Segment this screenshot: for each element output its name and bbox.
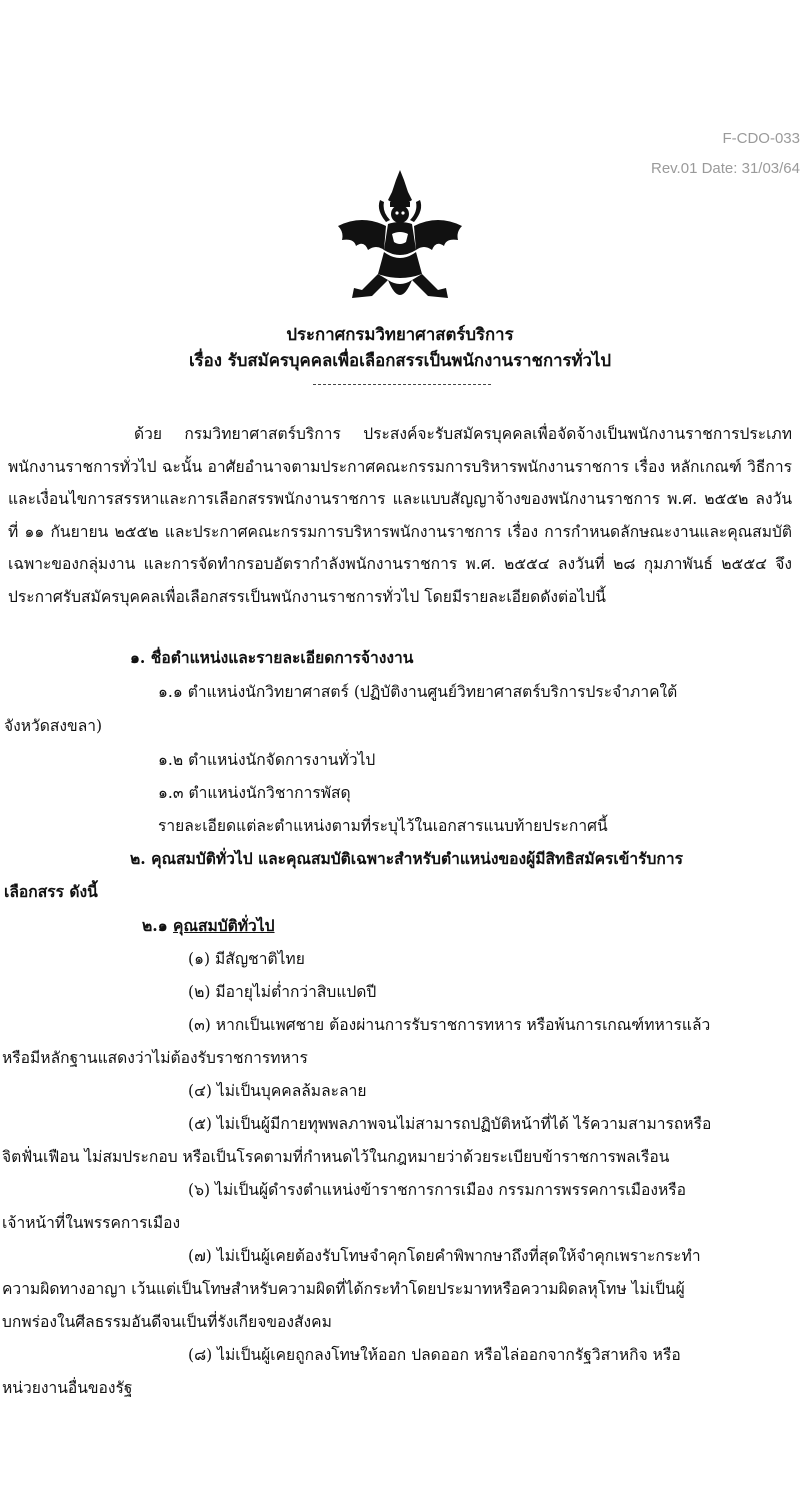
qualification-2: (๒) มีอายุไม่ต่ำกว่าสิบแปดปี	[188, 983, 377, 1001]
subsection-2-1	[142, 916, 275, 936]
document-revision: Rev.01 Date: 31/03/64	[651, 160, 800, 177]
qualification-8-line-1: (๘) ไม่เป็นผู้เคยถูกลงโทษให้ออก ปลดออก หรือไล่ออกจากรัฐวิสาหกิจ หรือ	[188, 1346, 681, 1364]
qualification-6-line-2: เจ้าหน้าที่ในพรรคการเมือง	[2, 1214, 181, 1232]
position-3: ๑.๓ ตำแหน่งนักวิชาการพัสดุ	[158, 784, 351, 802]
intro-paragraph: ด้วย กรมวิทยาศาสตร์บริการ ประสงค์จะรับสมัครบุคคลเพื่อจัดจ้างเป็นพนักงานราชการประเภทพนักงานราชการทั่วไป ฉะนั้น อาศัยอำนาจตามประกาศคณะกรรมการบริหารพนักงานราชการ เรื่อง หลักเกณฑ์ วิธีการ และเงื่อนไขการสรรหาและการเลือกสรรพนักงานราชการ และแบบสัญญาจ้างของพนักงานราชการ พ.ศ. ๒๕๕๒ ลงวันที่ ๑๑ กันยายน ๒๕๕๒ และประกาศคณะกรรมการบริหารพนักงานราชการ เรื่อง การกำหนดลักษณะงานและคุณสมบัติเฉพาะของกลุ่มงาน และการจัดทำกรอบอัตรากำลังพนักงานราชการ พ.ศ. ๒๕๕๔ ลงวันที่ ๒๘ กุมภาพันธ์ ๒๕๕๔ จึงประกาศรับสมัครบุคคลเพื่อเลือกสรรเป็นพนักงานราชการทั่วไป โดยมีรายละเอียดดังต่อไปนี้	[8, 425, 792, 606]
qualification-8-line-2: หน่วยงานอื่นของรัฐ	[2, 1379, 133, 1397]
subsection-heading: คุณสมบัติทั่วไป	[173, 916, 275, 935]
qualification-3-line-2: หรือมีหลักฐานแสดงว่าไม่ต้องรับราชการทหาร	[2, 1049, 308, 1067]
positions-note: รายละเอียดแต่ละตำแหน่งตามที่ระบุไว้ในเอกสารแนบท้ายประกาศนี้	[158, 817, 608, 835]
qualification-7-line-1: (๗) ไม่เป็นผู้เคยต้องรับโทษจำคุกโดยคำพิพากษาถึงที่สุดให้จำคุกเพราะกระทำ	[188, 1247, 701, 1265]
qualification-7-line-2: ความผิดทางอาญา เว้นแต่เป็นโทษสำหรับความผิดที่ได้กระทำโดยประมาทหรือความผิดลหุโทษ ไม่เป็นผู้	[2, 1280, 685, 1298]
section-2-heading-line-1: ๒. คุณสมบัติทั่วไป และคุณสมบัติเฉพาะสำหรับตำแหน่งของผู้มีสิทธิสมัครเข้ารับการ	[130, 849, 684, 868]
subsection-number: ๒.๑	[142, 916, 168, 935]
qualification-3-line-1: (๓) หากเป็นเพศชาย ต้องผ่านการรับราชการทหาร หรือพ้นการเกณฑ์ทหารแล้ว	[188, 1016, 711, 1034]
document-code: F-CDO-033	[722, 130, 800, 147]
section-1-heading: ๑. ชื่อตำแหน่งและรายละเอียดการจ้างงาน	[130, 648, 414, 667]
qualification-5-line-1: (๕) ไม่เป็นผู้มีกายทุพพลภาพจนไม่สามารถปฏิบัติหน้าที่ได้ ไร้ความสามารถหรือ	[188, 1115, 712, 1133]
title-divider	[313, 384, 491, 385]
page-title: ประกาศกรมวิทยาศาสตร์บริการ	[286, 324, 514, 344]
position-1-line-1: ๑.๑ ตำแหน่งนักวิทยาศาสตร์ (ปฏิบัติงานศูนย์วิทยาศาสตร์บริการประจำภาคใต้	[158, 683, 678, 701]
section-2-heading-line-2: เลือกสรร ดังนี้	[4, 882, 98, 901]
announcement-subject: เรื่อง รับสมัครบุคคลเพื่อเลือกสรรเป็นพนักงานราชการทั่วไป	[188, 350, 612, 370]
garuda-emblem-icon	[332, 170, 468, 310]
qualification-4: (๔) ไม่เป็นบุคคลล้มละลาย	[188, 1082, 367, 1100]
position-1-line-2: จังหวัดสงขลา)	[4, 717, 103, 735]
qualification-6-line-1: (๖) ไม่เป็นผู้ดำรงตำแหน่งข้าราชการการเมือง กรรมการพรรคการเมืองหรือ	[188, 1181, 687, 1199]
qualification-1: (๑) มีสัญชาติไทย	[188, 950, 305, 968]
qualification-7-line-3: บกพร่องในศีลธรรมอันดีจนเป็นที่รังเกียจของสังคม	[2, 1313, 332, 1331]
qualification-5-line-2: จิตฟั่นเฟือน ไม่สมประกอบ หรือเป็นโรคตามที่กำหนดไว้ในกฎหมายว่าด้วยระเบียบข้าราชการพลเรือน	[2, 1148, 670, 1166]
position-2: ๑.๒ ตำแหน่งนักจัดการงานทั่วไป	[158, 751, 376, 769]
